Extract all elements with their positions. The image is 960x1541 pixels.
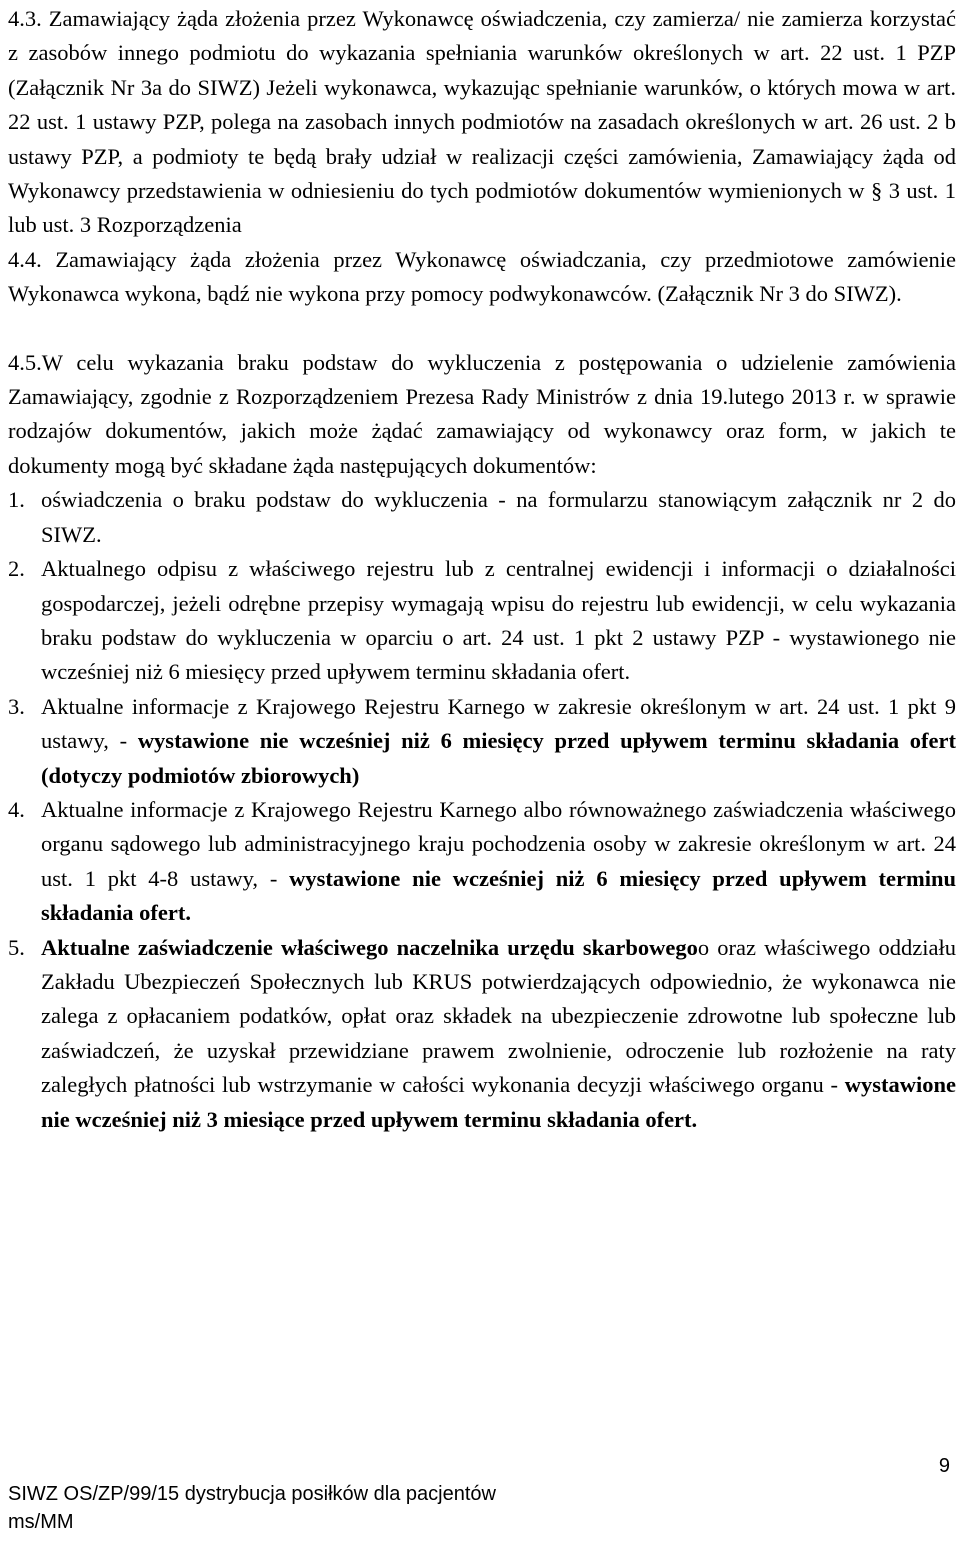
page-footer (8, 1455, 956, 1536)
bold-text: wystawione nie wcześniej niż 3 miesiące przed upływem terminu składania ofert. (41, 1072, 956, 1132)
footer-line-2: ms/MM (8, 1511, 74, 1533)
bold-text: wystawione nie wcześniej niż 6 miesięcy przed upływem terminu składania ofert (dotyczy podmiotów zbiorowych) (41, 728, 956, 788)
list-item-4 (8, 793, 956, 931)
list-text: Aktualne informacje z Krajowego Rejestru Karnego albo równoważnego zaświadczenia właściwego organu sądowego lub administracyjnego kraju pochodzenia osoby w zakresie określonym w art. 24 ust. 1 pkt 4-8 ustawy, - wystawione nie wcześniej niż 6 miesięcy przed upływem terminu składania ofert. (41, 796, 956, 926)
section-4-4: 4.4. Zamawiający żąda złożenia przez Wykonawcę oświadczania, czy przedmiotowe zamówienie Wykonawca wykona, bądź nie wykona przy pomocy podwykonawców. (Załącznik Nr 3 do SIWZ). (8, 246, 956, 307)
list-item-5 (8, 931, 956, 1137)
section-4-5: 4.5.W celu wykazania braku podstaw do wykluczenia z postępowania o udzielenie zamówienia Zamawiający, zgodnie z Rozporządzeniem Prezesa Rady Ministrów z dnia 19.lutego 2013 r. w sprawie rodzajów dokumentów, jakich może żądać zamawiający od wykonawcy oraz form, w jakich te dokumenty mogą być składane żąda następujących dokumentów: (8, 349, 956, 478)
list-number: 2. (8, 556, 25, 582)
page-number: 9 (938, 1455, 950, 1477)
list-item-3 (8, 690, 956, 793)
list-number: 4. (8, 796, 25, 822)
list-number: 1. (8, 487, 25, 513)
list-item-1 (8, 483, 956, 552)
list-text: Aktualnego odpisu z właściwego rejestru lub z centralnej ewidencji i informacji o działalności gospodarczej, jeżeli odrębne przepisy wymagają wpisu do rejestru lub ewidencji, w celu wykazania braku podstaw do wykluczenia w oparciu o art. 24 ust. 1 pkt 2 ustawy PZP - wystawionego nie wcześniej niż 6 miesięcy przed upływem terminu składania ofert. (41, 556, 956, 685)
list-item-2 (8, 552, 956, 690)
bold-text: wystawione nie wcześniej niż 6 miesięcy przed upływem terminu składania ofert. (41, 865, 956, 926)
footer-line-1: SIWZ OS/ZP/99/15 dystrybucja posiłków dla pacjentów (8, 1483, 496, 1505)
list-text: Aktualne zaświadczenie właściwego naczelnika urzędu skarbowegoo oraz właściwego oddziału Zakładu Ubezpieczeń Społecznych lub KRUS potwierdzających odpowiednio, że wykonawca nie zalega z opłacaniem podatków, opłat oraz składek na ubezpieczenie zdrowotne lub społeczne lub zaświadczeń, że uzyskał przewidziane prawem zwolnienie, odroczenie lub rozłożenie na raty zaległych płatności lub wstrzymanie w całości wykonania decyzji właściwego organu - wystawione nie wcześniej niż 3 miesiące przed upływem terminu składania ofert. (41, 934, 956, 1132)
document-body (8, 2, 956, 1137)
list-text: Aktualne informacje z Krajowego Rejestru Karnego w zakresie określonym w art. 24 ust. 1 pkt 9 ustawy, - wystawione nie wcześniej niż 6 miesięcy przed upływem terminu składania ofert (dotyczy podmiotów zbiorowych) (41, 693, 956, 788)
list-number: 5. (8, 934, 25, 960)
bold-lead: Aktualne zaświadczenie właściwego naczelnika urzędu skarbowego (41, 934, 698, 960)
section-4-3: 4.3. Zamawiający żąda złożenia przez Wykonawcę oświadczenia, czy zamierza/ nie zamierza korzystać z zasobów innego podmiotu do wykazania spełniania warunków określonych w art. 22 ust. 1 PZP (Załącznik Nr 3a do SIWZ) Jeżeli wykonawca, wykazując spełnianie warunków, o których mowa w art. 22 ust. 1 ustawy PZP, polega na zasobach innych podmiotów na zasadach określonych w art. 26 ust. 2 b ustawy PZP, a podmioty te będą brały udział w realizacji części zamówienia, Zamawiający żąda od Wykonawcy przedstawienia w odniesieniu do tych podmiotów dokumentów wymienionych w § 3 ust. 1 lub ust. 3 Rozporządzenia (8, 6, 956, 238)
spacer (8, 312, 956, 346)
list-text: oświadczenia o braku podstaw do wykluczenia - na formularzu stanowiącym załącznik nr 2 do SIWZ. (41, 487, 956, 547)
list-number: 3. (8, 693, 25, 719)
